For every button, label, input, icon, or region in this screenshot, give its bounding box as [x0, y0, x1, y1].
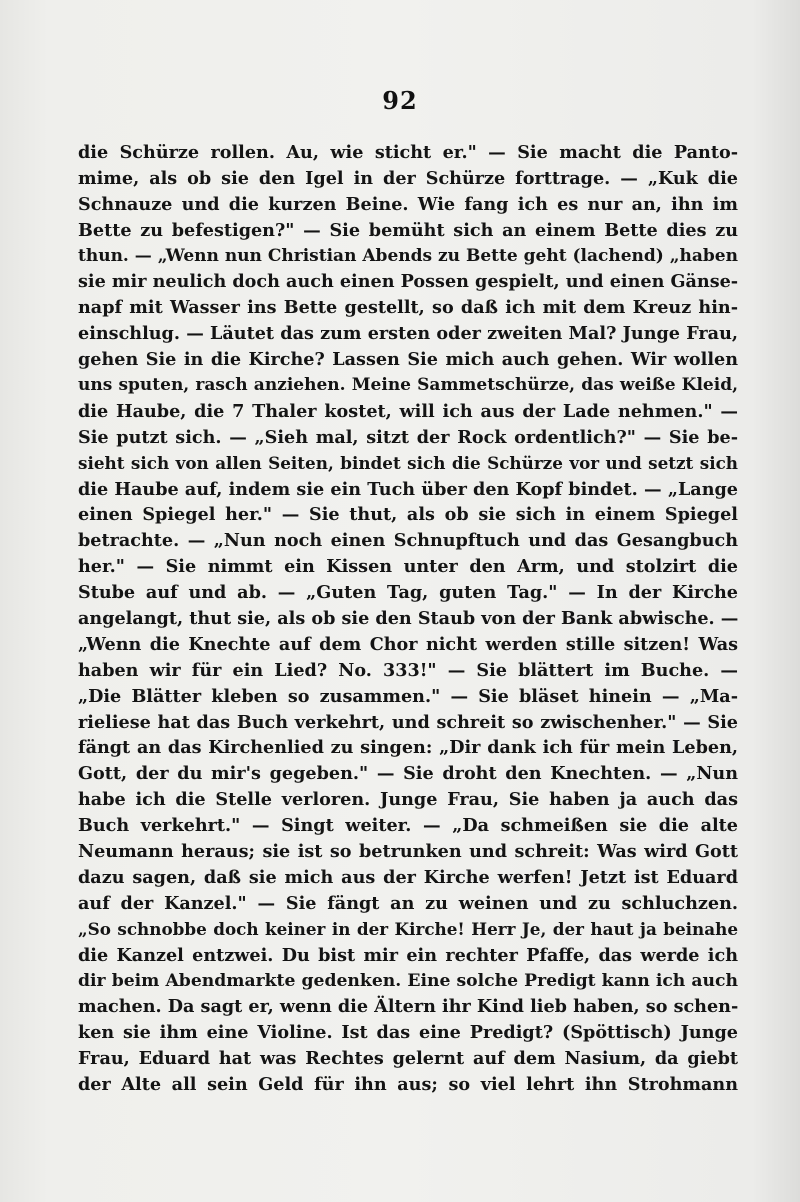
text-line: gehen Sie in die Kirche? Lassen Sie mich auch gehen. Wir wollen [78, 349, 738, 371]
text-line: ken sie ihm eine Violine. Ist das eine Predigt? (Spöttisch) Junge [78, 1022, 738, 1044]
text-line: sieht sich von allen Seiten, bindet sich die Schürze vor und setzt sich [78, 452, 738, 473]
text-line: her." — Sie nimmt ein Kissen unter den Arm, und stolzirt die [78, 556, 738, 578]
text-line: betrachte. — „Nun noch einen Schnupftuch und das Gesangbuch [78, 530, 738, 552]
text-line: „Wenn die Knechte auf dem Chor nicht werden stille sitzen! Was [78, 633, 738, 655]
text-line: angelangt, thut sie, als ob sie den Staub von der Bank abwische. — [78, 608, 738, 630]
text-line: habe ich die Stelle verloren. Junge Frau, Sie haben ja auch das [78, 789, 738, 811]
text-line: Sie putzt sich. — „Sieh mal, sitzt der Rock ordentlich?" — Sie be- [78, 426, 738, 448]
text-line: auf der Kanzel." — Sie fängt an zu weinen und zu schluchzen. [78, 892, 738, 914]
text-line: die Kanzel entzwei. Du bist mir ein rechter Pfaffe, das werde ich [78, 944, 738, 966]
text-line: „So schnobbe doch keiner in der Kirche! Herr Je, der haut ja beinahe [78, 918, 738, 939]
text-line: Stube auf und ab. — „Guten Tag, guten Tag." — In der Kirche [78, 582, 738, 604]
text-line: mime, als ob sie den Igel in der Schürze forttrage. — „Kuk die [78, 167, 738, 189]
text-line: rieliese hat das Buch verkehrt, und schreit so zwischenher." — Sie [78, 711, 738, 733]
text-line: machen. Da sagt er, wenn die Ältern ihr Kind lieb haben, so schen- [78, 996, 738, 1018]
text-line: die Schürze rollen. Au, wie sticht er." — Sie macht die Panto- [78, 142, 738, 163]
text-line: die Haube auf, indem sie ein Tuch über den Kopf bindet. — „Lange [78, 478, 738, 500]
text-line: dir beim Abendmarkte gedenken. Eine solche Predigt kann ich auch [78, 970, 738, 991]
text-line: Bette zu befestigen?" — Sie bemüht sich an einem Bette dies zu [78, 219, 738, 241]
text-line: napf mit Wasser ins Bette gestellt, so daß ich mit dem Kreuz hin- [78, 297, 738, 319]
text-line: einschlug. — Läutet das zum ersten oder zweiten Mal? Junge Frau, [78, 323, 738, 345]
text-line: „Die Blätter kleben so zusammen." — Sie bläset hinein — „Ma- [78, 685, 738, 707]
text-line: der Alte all sein Geld für ihn aus; so viel lehrt ihn Strohmann [78, 1074, 738, 1096]
text-line: haben wir für ein Lied? No. 333!" — Sie blättert im Buche. — [78, 659, 738, 681]
text-line: Schnauze und die kurzen Beine. Wie fang ich es nur an, ihn im [78, 193, 738, 215]
text-line: thun. — „Wenn nun Christian Abends zu Bette geht (lachend) „haben [78, 245, 738, 266]
body-text [78, 140, 738, 1098]
text-line: Frau, Eduard hat was Rechtes gelernt auf dem Nasium, da giebt [78, 1048, 738, 1070]
text-line: Neumann heraus; sie ist so betrunken und schreit: Was wird Gott [78, 841, 738, 863]
text-line: fängt an das Kirchenlied zu singen: „Dir dank ich für mein Leben, [78, 737, 738, 759]
text-line: sie mir neulich doch auch einen Possen gespielt, und einen Gänse- [78, 271, 738, 293]
text-line: Buch verkehrt." — Singt weiter. — „Da schmeißen sie die alte [78, 815, 738, 837]
text-line: einen Spiegel her." — Sie thut, als ob sie sich in einem Spiegel [78, 504, 738, 526]
text-line: dazu sagen, daß sie mich aus der Kirche werfen! Jetzt ist Eduard [78, 866, 738, 888]
page-number: 92 [382, 86, 418, 115]
text-line: die Haube, die 7 Thaler kostet, will ich aus der Lade nehmen." — [78, 400, 738, 422]
text-line: uns sputen, rasch anziehen. Meine Sammetschürze, das weiße Kleid, [78, 375, 738, 396]
text-line: Gott, der du mir's gegeben." — Sie droht den Knechten. — „Nun [78, 763, 738, 785]
